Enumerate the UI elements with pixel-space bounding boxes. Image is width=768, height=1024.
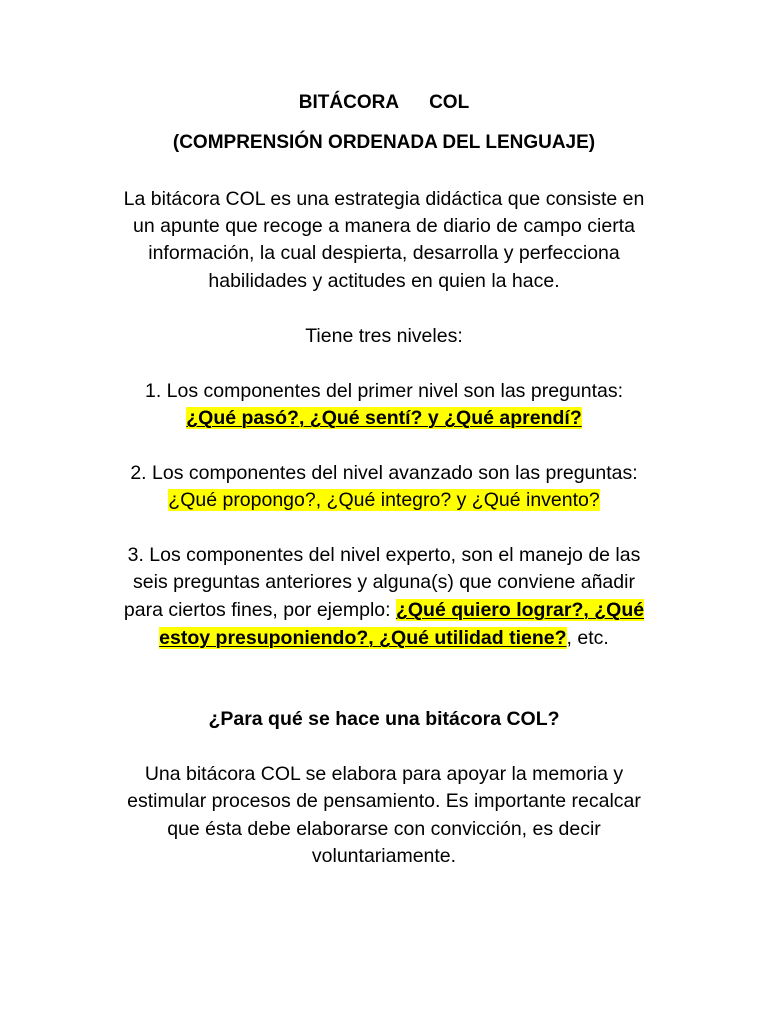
purpose-heading: ¿Para qué se hace una bitácora COL?	[208, 708, 560, 730]
title-col: COL	[429, 92, 470, 113]
level1-text: 1. Los componentes del primer nivel son las preguntas:	[144, 380, 624, 402]
intro-line-1: La bitácora COL es una estrategia didáctica que consiste en	[123, 188, 645, 210]
page-subtitle: (COMPRENSIÓN ORDENADA DEL LENGUAJE)	[172, 132, 596, 153]
level3-line-2: seis preguntas anteriores y alguna(s) que conviene añadir	[133, 571, 635, 593]
level1-questions-line	[0, 404, 768, 432]
level3-line-4	[0, 624, 768, 652]
level3-line-3	[0, 596, 768, 624]
intro-line-2: un apunte que recoge a manera de diario de campo cierta	[133, 215, 635, 237]
levels-intro: Tiene tres niveles:	[305, 325, 463, 347]
level3-line-4-suffix: , etc.	[566, 627, 609, 649]
intro-line-3: información, la cual despierta, desarrolla y perfecciona	[148, 242, 620, 264]
purpose-line-2: estimular procesos de pensamiento. Es importante recalcar	[127, 790, 641, 812]
intro-line-4: habilidades y actitudes en quien la hace.	[208, 270, 560, 292]
level2-text: 2. Los componentes del nivel avanzado son las preguntas:	[130, 462, 638, 484]
title-bitacora: BITÁCORA	[298, 92, 400, 113]
level3-highlight-2: estoy presuponiendo?, ¿Qué utilidad tiene?	[159, 627, 567, 649]
page-title	[0, 89, 768, 117]
level3-line-1: 3. Los componentes del nivel experto, son el manejo de las	[127, 544, 641, 566]
level3-highlight-1: ¿Qué quiero lograr?, ¿Qué	[395, 599, 645, 621]
purpose-line-1: Una bitácora COL se elabora para apoyar la memoria y	[144, 763, 624, 785]
purpose-line-3: que ésta debe elaborarse con convicción, es decir	[167, 818, 601, 840]
level2-questions-line	[0, 486, 768, 514]
level3-line-3-prefix: para ciertos fines, por ejemplo:	[123, 599, 396, 621]
level1-questions: ¿Qué pasó?, ¿Qué sentí? y ¿Qué aprendí?	[186, 407, 582, 429]
purpose-line-4: voluntariamente.	[311, 845, 457, 867]
level2-questions: ¿Qué propongo?, ¿Qué integro? y ¿Qué invento?	[168, 489, 600, 511]
